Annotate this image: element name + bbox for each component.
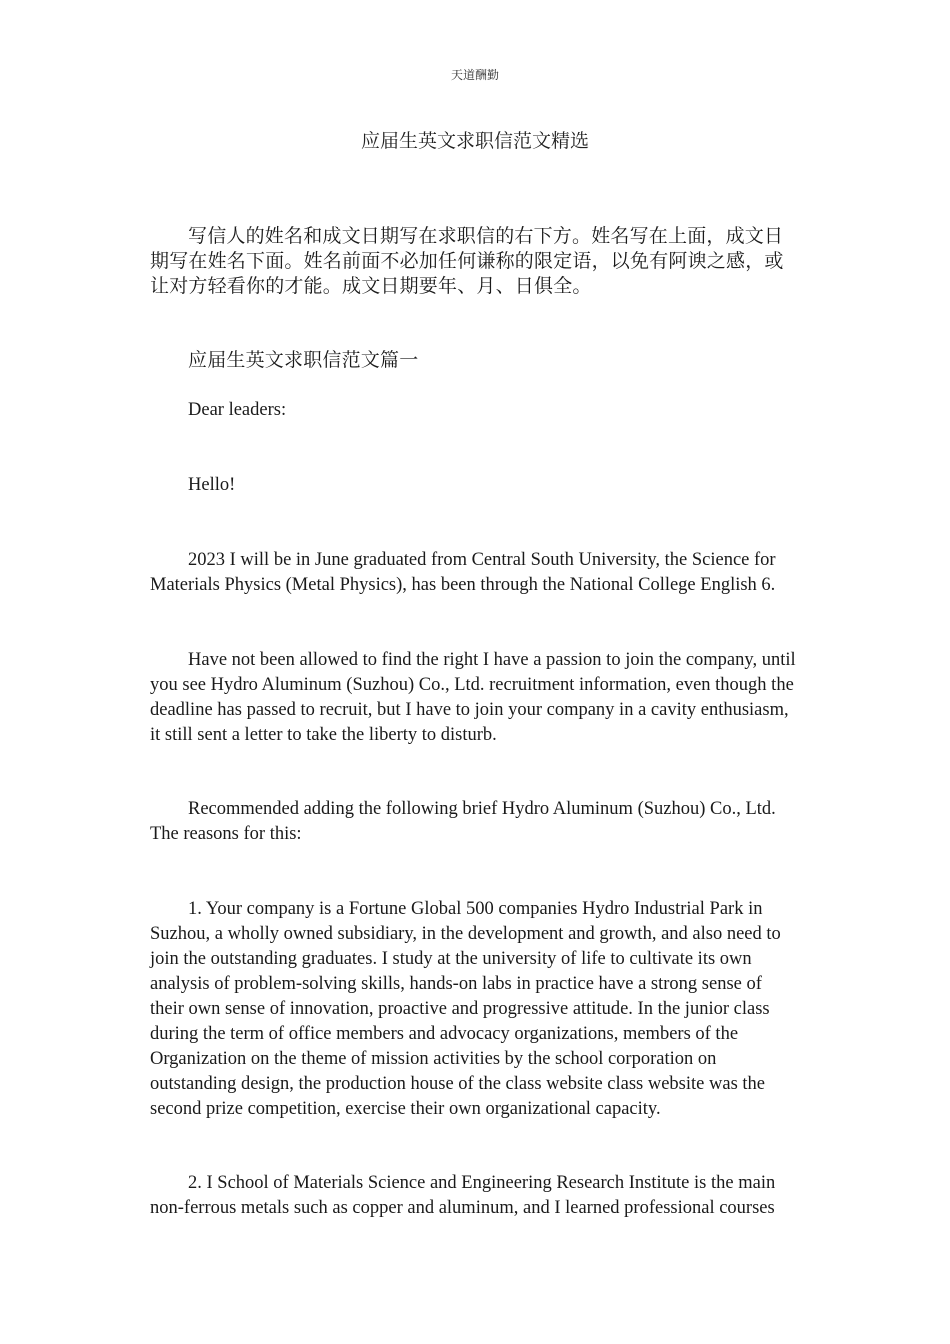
paragraph-motivation: Have not been allowed to find the right I have a passion to join the company, until you see Hydro Aluminum (Suzhou) Co., Ltd. recruitment information, even though the deadline has passed to recruit, but I have to join your company in a cavity enthusiasm, it still sent a letter to take the liberty to disturb.	[150, 650, 796, 745]
paragraph-graduation: 2023 I will be in June graduated from Central South University, the Science for Materials Physics (Metal Physics), has been through the National College English 6.	[150, 550, 776, 595]
paragraph-reasons-intro: Recommended adding the following brief Hydro Aluminum (Suzhou) Co., Ltd. The reasons for this:	[150, 799, 776, 844]
paragraph-signature-note: 写信人的姓名和成文日期写在求职信的右下方。姓名写在上面，成文日期写在姓名下面。姓名前面不必加任何谦称的限定语，以免有阿谀之感，或让对方轻看你的才能。成文日期要年、月、日俱全。	[150, 226, 784, 297]
greeting: Hello!	[188, 475, 236, 495]
paragraph-reason-2: 2. I School of Materials Science and Engineering Research Institute is the main non-ferrous metals such as copper and aluminum, and I learned professional courses	[150, 1173, 776, 1218]
document-title: 应届生英文求职信范文精选	[360, 131, 589, 152]
salutation: Dear leaders:	[188, 400, 287, 420]
page-header: 天道酬勤	[450, 68, 499, 82]
section-heading: 应届生英文求职信范文篇一	[188, 350, 419, 371]
paragraph-reason-1: 1. Your company is a Fortune Global 500 companies Hydro Industrial Park in Suzhou, a wholly owned subsidiary, in the development and growth, and also need to join the outstanding graduates. I study at the university of life to cultivate its own analysis of problem-solving skills, hands-on labs in practice have a strong sense of their own sense of innovation, proactive and progressive attitude. In the junior class during the term of office members and advocacy organizations, members of the Organization on the theme of mission activities by the school corporation on outstanding design, the production house of the class website class website was the second prize competition, exercise their own organizational capacity.	[150, 899, 781, 1119]
